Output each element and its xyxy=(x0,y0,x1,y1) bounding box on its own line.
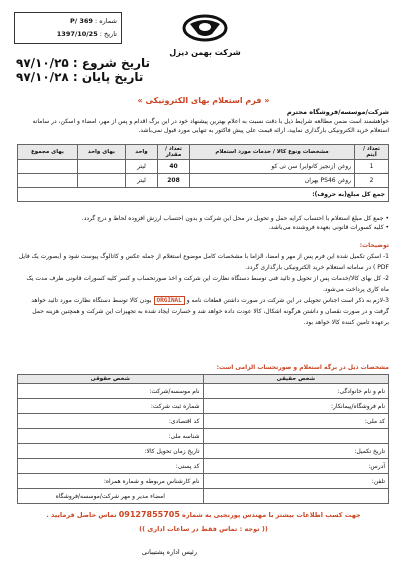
conditions: • جمع کل مبلغ استعلام با احتساب کرایه حمل و تحویل در محل این شرکت و بدون احتساب ارزش افزوده لحاظ و درج گردد. • کلیه کسورات قانونی بعهده فروشنده می‌باشد. xyxy=(81,215,389,231)
end-date: تاریخ پایان : ۹۷/۱۰/۲۸ xyxy=(16,70,144,84)
reference-box xyxy=(14,12,122,44)
footer-info: جهت کسب اطلاعات بیشتر با مهندس پورنجبی به شماره 09127855705 تماس حاصل فرمایید . (( توجه : تماس فقط در ساعات اداری )) xyxy=(0,510,407,533)
sum-row: جمع کل مبلغ(به حروف): xyxy=(18,188,389,202)
intro-heading: شرکت/موسسه/فروشگاه محترم xyxy=(286,108,389,116)
supplier-heading: مشخصات ذیل در برگه استعلام و صورتحساب الزامی است: xyxy=(216,364,389,371)
total-price-cell[interactable] xyxy=(18,174,78,188)
table-row: آدرس: کد پستی: xyxy=(18,459,389,474)
start-date: تاریخ شروع : ۹۷/۱۰/۲۵ xyxy=(16,56,151,70)
original-stamp: ORGINAL xyxy=(154,296,185,305)
notes-heading: توضیحات: xyxy=(359,242,389,249)
company-name: شرکت بهمن دیزل xyxy=(169,48,241,57)
total-price-cell[interactable] xyxy=(18,160,78,174)
number-row: شماره : P/ 369 xyxy=(69,17,117,25)
table-row: نام و نام خانوادگی: نام موسسه/شرکت: xyxy=(18,384,389,399)
date-row: تاریخ : 1397/10/25 xyxy=(56,30,117,38)
date-value: 1397/10/25 xyxy=(56,30,98,38)
number-value: P/ 369 xyxy=(69,17,93,25)
items-table xyxy=(17,144,389,202)
table-row: تلفن: نام کارشناس مربوطه و شماره همراه: xyxy=(18,474,389,489)
logo-icon xyxy=(182,14,228,42)
table-row: 1 روغن (زنجیر کانوایر) سن تی کو 40 لیتر xyxy=(18,160,389,174)
form-title: « فرم استعلام بهای الکترونیکی » xyxy=(137,96,270,105)
intro-section xyxy=(17,108,389,135)
table-row: 2 روغن PS46 بهران 208 لیتر xyxy=(18,174,389,188)
unit-price-cell[interactable] xyxy=(78,160,126,174)
table-row: نام فروشگاه/پیمانکار: شماره ثبت شرکت: xyxy=(18,399,389,414)
signatory: رئیس اداره پشتیبانی xyxy=(141,548,197,556)
unit-price-cell[interactable] xyxy=(78,174,126,188)
table-row: کد ملی: کد اقتصادی: xyxy=(18,414,389,429)
table-row: تاریخ تکمیل: تاریخ زمان تحویل کالا: xyxy=(18,444,389,459)
intro-text: خواهشمند است ضمن مطالعه شرایط ذیل با دقت نسبت به اعلام بهترین پیشنهاد خود در این برگ اقدام و پس از مهر، امضاء و اسکن، در سامانه استعلام خرید الکترونیکی بارگذاری نمایید، ارائه قیمت على پیش فاکتور به تنهایی مورد قبول نمی‌باشد. xyxy=(32,118,389,134)
table-row: امضاء مدیر و مهر شرکت/موسسه/فروشگاه xyxy=(18,489,389,504)
supplier-table: شخص حقیقی شخص حقوقی نام و نام خانوادگی: نام موسسه/شرکت: نام فروشگاه/پیمانکار: شماره ثبت شرکت: کد ملی: کد اقتصادی: شناسه ملی: تاریخ تکمیل: تاریخ زمان تحویل کالا: xyxy=(17,374,389,459)
contact-phone: 09127855705 xyxy=(118,510,180,519)
date-range xyxy=(16,56,156,84)
office-hours-notice: (( توجه : تماس فقط در ساعات اداری )) xyxy=(139,525,268,533)
notes-section: توضیحات: 1- اسکن تکمیل شده این فرم پس از مهر و امضا، الزاما با مشخصات کامل موضوع استعلام از جمله عکس و کاتالوگ پیوست شود و (بصورت یک فایل PDF ) در سامانه استعلام خرید الکترونیکی بارگذاری گردد. 2- کل بهای کالا/خدمات پس از تحویل و تائید فنی توسط دستگاه نظارت این شرکت و اخذ صورتحساب و کسر کلیه کسورات قانونی ظرف مدت یک ماه کاری پرداخت می‌شود. 3-لازم به ذکر است اجناس تحویلی در این شرکت در صورت داشتن قطعات نامه و ORGINAL بودن کالا توسط دستگاه نظارت مورد تائید خواهد گرفت و در صورت نقصان و داشتن هرگونه اشکال، کالا عودت داده خواهد شد و خسارت ایجاد شده به تجهیزات این شرکت و همچنین هزینه حمل برعهده تامین کننده کالا خواهد بود. xyxy=(18,242,389,326)
items-header-row: تعداد / آیتم مشخصات ونوع کالا / خدمات مورد استعلام تعداد / مقدار واحد بهای واحد بهای مجموع xyxy=(18,145,389,160)
company-logo xyxy=(163,14,247,57)
table-row: شناسه ملی: xyxy=(18,429,389,444)
contact-table xyxy=(17,458,389,504)
